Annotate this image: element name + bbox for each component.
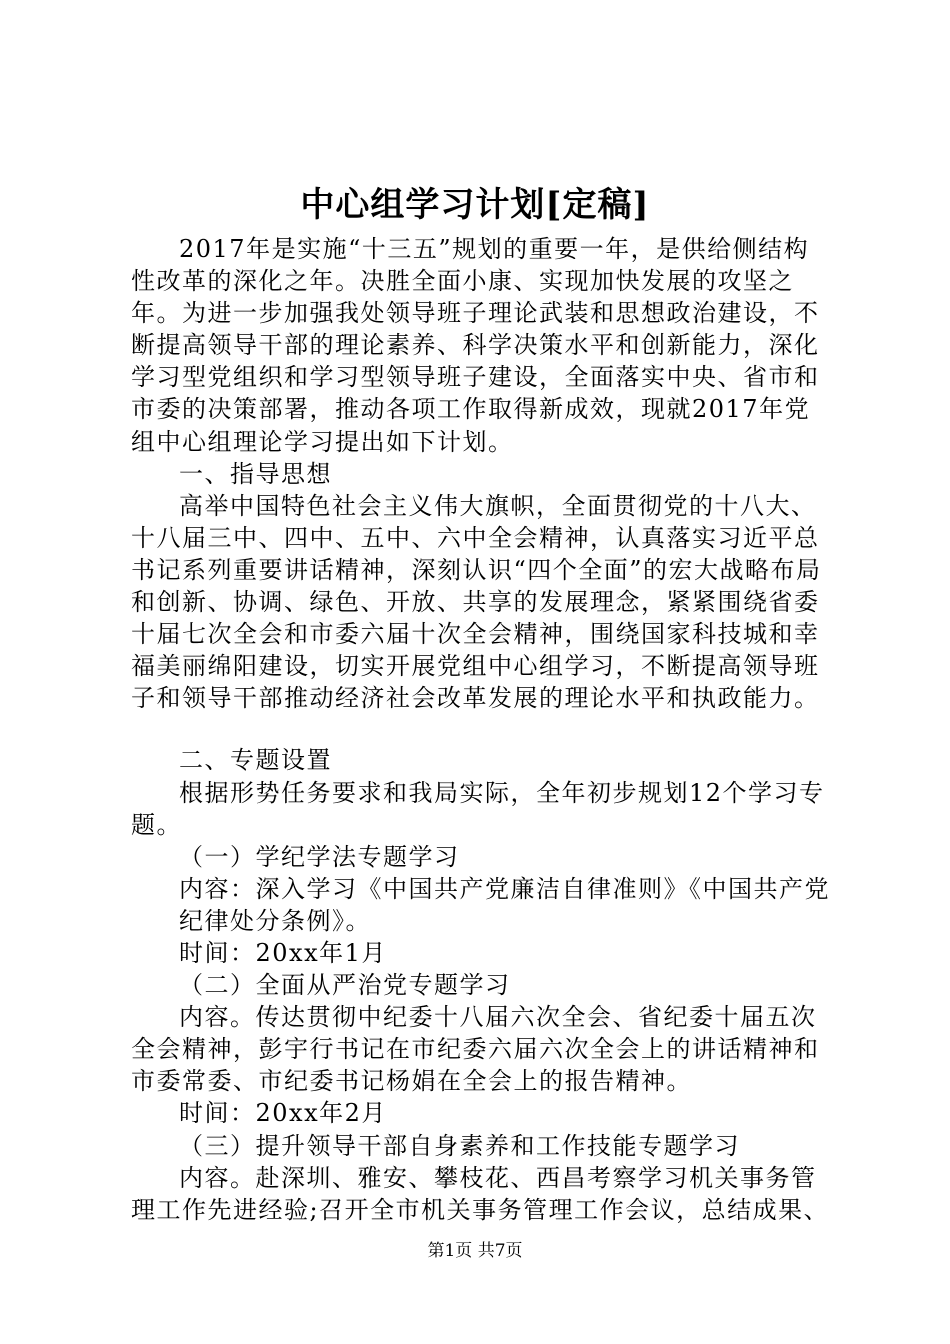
topic-2-content: 内容。传达贯彻中纪委十八届六次全会、省纪委十届五次全会精神，彭宇行书记在市纪委六届六次全会上的讲话精神和市委常委、市纪委书记杨娟在全会上的报告精神。 xyxy=(131,1003,820,1096)
section-heading-guiding-thought: 一、指导思想 xyxy=(179,459,332,488)
topic-1-heading: （一）学纪学法专题学习 xyxy=(179,842,460,871)
topic-3-content: 内容。赴深圳、雅安、攀枝花、西昌考察学习机关事务管理工作先进经验;召开全市机关事务管理工作会议，总结成果、 xyxy=(131,1163,830,1224)
topic-3-heading: （三）提升领导干部自身素养和工作技能专题学习 xyxy=(179,1131,740,1160)
page-footer: 第1页 共7页 xyxy=(427,1241,523,1261)
topic-1-time: 时间：20xx年1月 xyxy=(179,938,387,967)
paragraph-gap xyxy=(131,714,831,744)
topics-paragraph: 根据形势任务要求和我局实际，全年初步规划12个学习专题。 xyxy=(131,778,825,839)
topic-2-time: 时间：20xx年2月 xyxy=(179,1099,387,1128)
guiding-thought-paragraph: 高举中国特色社会主义伟大旗帜，全面贯彻党的十八大、十八届三中、四中、五中、六中全会精神，认真落实习近平总书记系列重要讲话精神，深刻认识“四个全面”的宏大战略布局和创新、协调、绿色、开放、共享的发展理念，紧紧围绕省委十届七次全会和市委六届十次全会精神，围绕国家科技城和幸福美丽绵阳建设，切实开展党组中心组学习，不断提高领导班子和领导干部推动经济社会改革发展的理论水平和执政能力。 xyxy=(131,491,822,713)
topic-2-heading: （二）全面从严治党专题学习 xyxy=(179,971,511,1000)
intro-paragraph: 2017年是实施“十三五”规划的重要一年，是供给侧结构性改革的深化之年。决胜全面小康、实现加快发展的攻坚之年。为进一步加强我处领导班子理论武装和思想政治建设，不断提高领导干部的理论素养、科学决策水平和创新能力，深化学习型党组织和学习型领导班子建设，全面落实中央、省市和市委的决策部署，推动各项工作取得新成效，现就2017年党组中心组理论学习提出如下计划。 xyxy=(131,235,820,456)
topic-1-content: 内容：深入学习《中国共产党廉洁自律准则》《中国共产党纪律处分条例》。 xyxy=(179,874,830,935)
section-heading-topics: 二、专题设置 xyxy=(179,746,332,775)
document-body xyxy=(131,233,831,1226)
document-title: 中心组学习计划[定稿] xyxy=(300,185,650,225)
